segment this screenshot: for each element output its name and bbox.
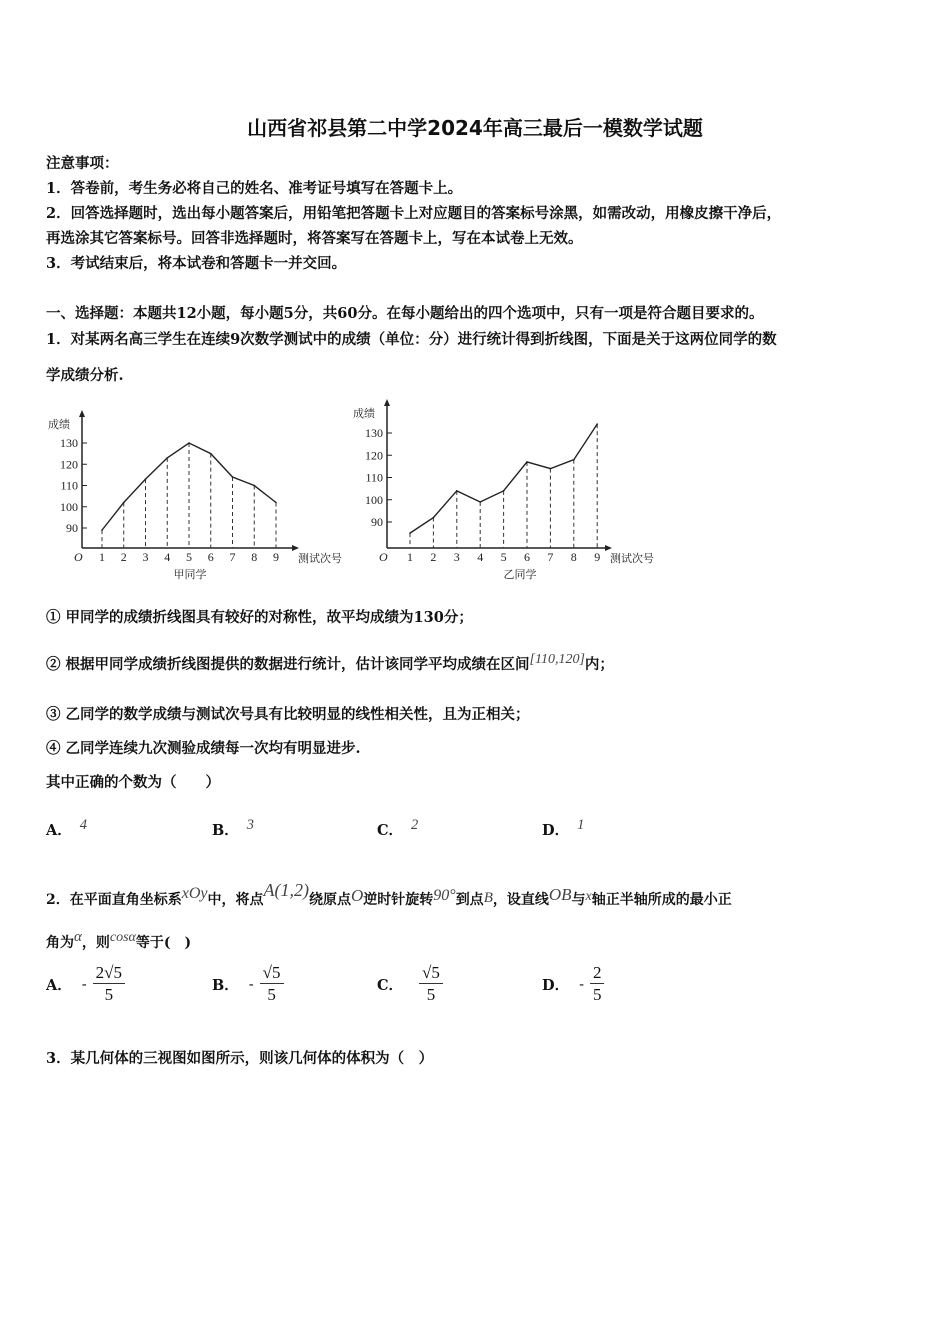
q2-text: ，设直线	[492, 892, 549, 908]
x-tick-label: 1	[407, 550, 413, 564]
statement-1: ① 甲同学的成绩折线图具有较好的对称性，故平均成绩为130分；	[46, 609, 473, 626]
option-value: 1	[577, 817, 585, 833]
data-point	[456, 490, 458, 492]
y-tick-label: 100	[60, 499, 78, 514]
option-label: B．	[212, 977, 239, 994]
q2-text: ，则	[81, 935, 110, 951]
x-tick-label: 1	[99, 550, 105, 564]
x-tick-label: 7	[547, 550, 554, 564]
x-tick-label: 3	[453, 550, 460, 564]
q2-math: α	[74, 929, 82, 945]
q2-text: 绕原点	[309, 892, 351, 908]
notice-item: 1．答卷前，考生务必将自己的姓名、准考证号填写在答题卡上。	[46, 180, 463, 197]
section-heading: 一、选择题：本题共12小题，每小题5分，共60分。在每小题给出的四个选项中，只有一项是符合题目要求的。	[46, 305, 764, 322]
x-tick-label: 7	[229, 550, 236, 564]
data-point	[253, 485, 255, 487]
q2-math: xOy	[181, 885, 208, 902]
numerator: 2	[590, 963, 605, 984]
q2-text: 2．在平面直角坐标系	[46, 892, 182, 908]
y-axis-arrow	[79, 410, 85, 417]
y-tick-label: 90	[66, 521, 78, 535]
y-tick-label: 130	[365, 426, 383, 440]
x-tick-label: 3	[142, 550, 149, 564]
q2-math: cosα	[109, 930, 136, 945]
option-sign: -	[248, 976, 254, 993]
option-value: 4	[79, 817, 88, 833]
q2-text: 角为	[46, 935, 74, 951]
x-tick-label: 9	[273, 550, 279, 564]
chart-caption: 甲同学	[173, 568, 207, 581]
option-label: D．	[542, 977, 570, 994]
fraction	[419, 963, 443, 1006]
q2-math: B	[483, 890, 493, 906]
line-charts	[0, 0, 950, 600]
statement-text: ② 根据甲同学成绩折线图提供的数据进行统计，估计该同学平均成绩在区间	[46, 656, 530, 673]
data-point	[188, 442, 190, 444]
y-tick-label: 110	[60, 478, 78, 493]
q2-option-c[interactable]	[377, 963, 443, 1006]
q2-text: 到点	[455, 892, 484, 908]
option-label: A．	[46, 977, 72, 994]
data-point	[550, 468, 552, 470]
notice-item: 3．考试结束后，将本试卷和答题卡一并交回。	[46, 255, 347, 272]
data-point	[210, 453, 212, 455]
data-point	[275, 502, 277, 504]
y-tick-label: 120	[365, 448, 383, 463]
fraction	[590, 963, 605, 1006]
option-label: D．	[542, 822, 570, 839]
x-tick-label: 5	[500, 550, 507, 564]
option-sign: -	[579, 976, 584, 993]
q2-text: 轴正半轴所成的最小正	[591, 892, 732, 908]
origin-label: O	[379, 550, 388, 564]
q2-stem-line1	[46, 880, 732, 909]
q1-ask: 其中正确的个数为（ ）	[46, 774, 220, 791]
statement-text: 内；	[584, 656, 614, 673]
numerator: √5	[260, 963, 284, 984]
notice-heading: 注意事项：	[46, 155, 119, 172]
denominator: 5	[426, 985, 436, 1004]
x-tick-label: 5	[186, 550, 192, 564]
interval-math: [110,120]	[529, 652, 585, 667]
x-tick-label: 6	[524, 550, 530, 564]
q1-option-d[interactable]	[542, 817, 584, 840]
statement-3: ③ 乙同学的数学成绩与测试次号具有比较明显的线性相关性，且为正相关；	[46, 706, 530, 723]
numerator: 2√5	[93, 963, 125, 984]
q1-option-b[interactable]	[212, 817, 254, 840]
denominator: 5	[592, 985, 602, 1004]
q1-stem: 1．对某两名高三学生在连续9次数学测试中的成绩（单位：分）进行统计得到折线图，下面是关于这两位同学的数	[46, 331, 777, 348]
y-axis-arrow	[384, 399, 390, 406]
q2-text: 等于( )	[135, 935, 192, 951]
denominator: 5	[104, 985, 114, 1004]
x-axis-label: 测试次号	[610, 552, 654, 565]
x-axis-arrow	[292, 545, 299, 551]
x-axis-label: 测试次号	[298, 552, 342, 565]
q2-option-a[interactable]	[46, 963, 125, 1006]
x-tick-label: 6	[207, 550, 214, 564]
denominator: 5	[267, 985, 276, 1004]
option-label: C．	[377, 977, 404, 994]
x-tick-label: 9	[594, 550, 601, 564]
y-tick-label: 110	[365, 470, 383, 485]
data-point	[123, 502, 125, 504]
x-tick-label: 2	[430, 550, 437, 564]
data-point	[433, 517, 435, 519]
data-point	[596, 423, 598, 425]
q3-stem: 3．某几何体的三视图如图所示，则该几何体的体积为（ ）	[46, 1050, 434, 1067]
x-axis-arrow	[605, 545, 612, 551]
q1-option-a[interactable]	[46, 817, 87, 840]
option-value: 3	[246, 817, 255, 833]
q2-text: 逆时针旋转	[363, 892, 434, 908]
chart-caption: 乙同学	[503, 568, 537, 581]
option-value: 2	[411, 817, 419, 833]
q2-math: O	[351, 886, 364, 905]
q2-option-b[interactable]	[212, 963, 284, 1006]
data-point	[145, 478, 147, 480]
q2-math: 90°	[433, 887, 456, 904]
y-tick-label: 130	[60, 436, 78, 450]
q2-text: 与	[571, 892, 586, 908]
page-title: 山西省祁县第二中学2024年高三最后一模数学试题	[247, 116, 703, 140]
y-tick-label: 120	[60, 457, 78, 472]
option-label: A．	[46, 822, 72, 839]
q2-text: 中，将点	[207, 892, 264, 908]
data-point	[503, 490, 505, 492]
q2-option-d[interactable]	[542, 963, 604, 1006]
option-label: B．	[212, 822, 239, 839]
numerator: √5	[419, 963, 443, 984]
origin-label: O	[74, 550, 83, 564]
q1-option-c[interactable]	[377, 817, 418, 840]
q1-stem: 学成绩分析.	[46, 367, 124, 384]
data-point	[526, 461, 528, 463]
y-axis-label: 成绩	[353, 407, 375, 420]
notice-item: 2．回答选择题时，选出每小题答案后，用铅笔把答题卡上对应题目的答案标号涂黑，如需改动，用橡皮擦干净后，	[46, 205, 782, 222]
x-tick-label: 4	[164, 550, 171, 564]
series-line	[410, 424, 597, 533]
q2-math: A(1,2)	[263, 880, 309, 900]
statement-4: ④ 乙同学连续九次测验成绩每一次均有明显进步.	[46, 740, 361, 757]
data-point	[573, 459, 575, 461]
data-point	[409, 532, 411, 534]
y-tick-label: 100	[365, 492, 383, 507]
q2-math: x	[585, 889, 592, 904]
y-tick-label: 90	[371, 515, 383, 529]
option-sign: -	[81, 976, 87, 993]
fraction	[93, 963, 125, 1006]
fraction	[260, 963, 284, 1006]
q2-math: OB	[548, 885, 572, 904]
q2-stem-line2	[46, 929, 191, 952]
option-label: C．	[377, 822, 404, 839]
x-tick-label: 8	[251, 550, 258, 564]
data-point	[101, 529, 103, 531]
data-point	[166, 457, 168, 459]
data-point	[479, 501, 481, 503]
x-tick-label: 4	[477, 550, 484, 564]
x-tick-label: 2	[120, 550, 127, 564]
statement-2	[46, 652, 614, 674]
x-tick-label: 8	[570, 550, 577, 564]
data-point	[232, 476, 234, 478]
notice-item: 再选涂其它答案标号。回答非选择题时，将答案写在答题卡上，写在本试卷上无效。	[46, 230, 583, 247]
y-axis-label: 成绩	[48, 418, 70, 431]
